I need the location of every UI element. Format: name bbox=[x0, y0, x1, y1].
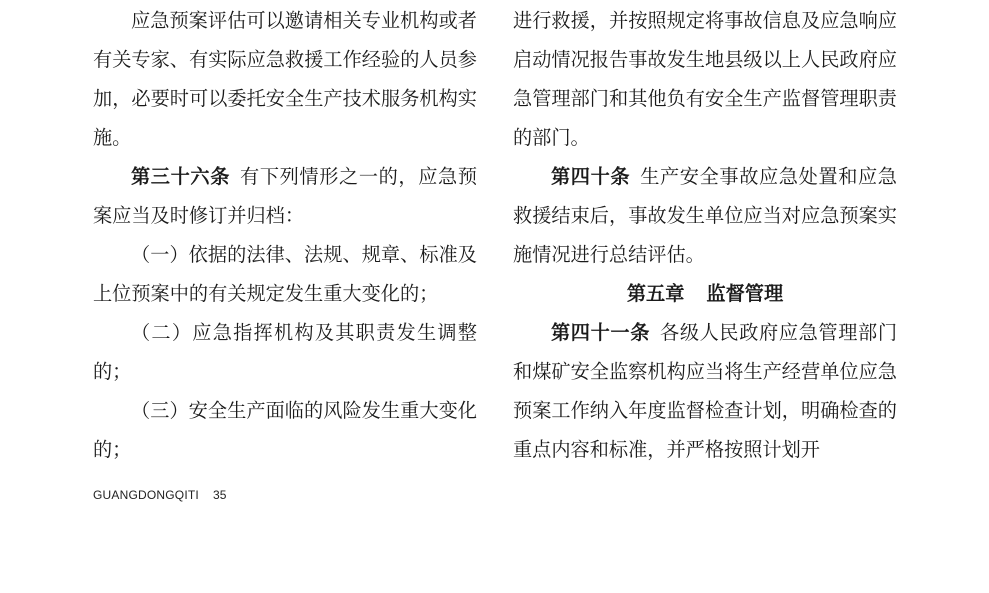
chapter-number: 第五章 bbox=[626, 282, 685, 305]
article-40 bbox=[513, 157, 897, 274]
publication-name: GUANGDONGQITI bbox=[93, 488, 199, 502]
page-footer bbox=[93, 488, 227, 502]
list-item-3: （三）安全生产面临的风险发生重大变化的； bbox=[93, 399, 477, 461]
page-number: 35 bbox=[212, 488, 227, 502]
paragraph-assessment-participants: 应急预案评估可以邀请相关专业机构或者有关专家、有实际应急救援工作经验的人员参加，必要时可以委托安全生产技术服务机构实施。 bbox=[93, 9, 477, 149]
paragraph-rescue-report: 进行救援，并按照规定将事故信息及应急响应启动情况报告事故发生地县级以上人民政府应急管理部门和其他负有安全生产监督管理职责的部门。 bbox=[513, 9, 897, 149]
left-column bbox=[93, 0, 477, 469]
article-40-text: 生产安全事故应急处置和应急救援结束后，事故发生单位应当对应急预案实施情况进行总结评估。 bbox=[513, 165, 897, 266]
right-column bbox=[513, 0, 897, 469]
list-item-2: （二）应急指挥机构及其职责发生调整的； bbox=[93, 321, 477, 383]
article-41 bbox=[513, 313, 897, 469]
list-item-1: （一）依据的法律、法规、规章、标准及上位预案中的有关规定发生重大变化的； bbox=[93, 243, 477, 305]
chapter-heading bbox=[513, 274, 897, 313]
article-36-text: 有下列情形之一的，应急预案应当及时修订并归档： bbox=[93, 165, 478, 227]
article-36-title: 第三十六条 bbox=[131, 165, 231, 188]
article-36 bbox=[93, 157, 477, 235]
chapter-title: 监督管理 bbox=[706, 282, 784, 305]
article-41-title: 第四十一条 bbox=[551, 321, 651, 344]
article-41-text: 各级人民政府应急管理部门和煤矿安全监察机构应当将生产经营单位应急预案工作纳入年度监督检查计划，明确检查的重点内容和标准，并严格按照计划开 bbox=[513, 321, 898, 461]
article-40-title: 第四十条 bbox=[551, 165, 631, 188]
